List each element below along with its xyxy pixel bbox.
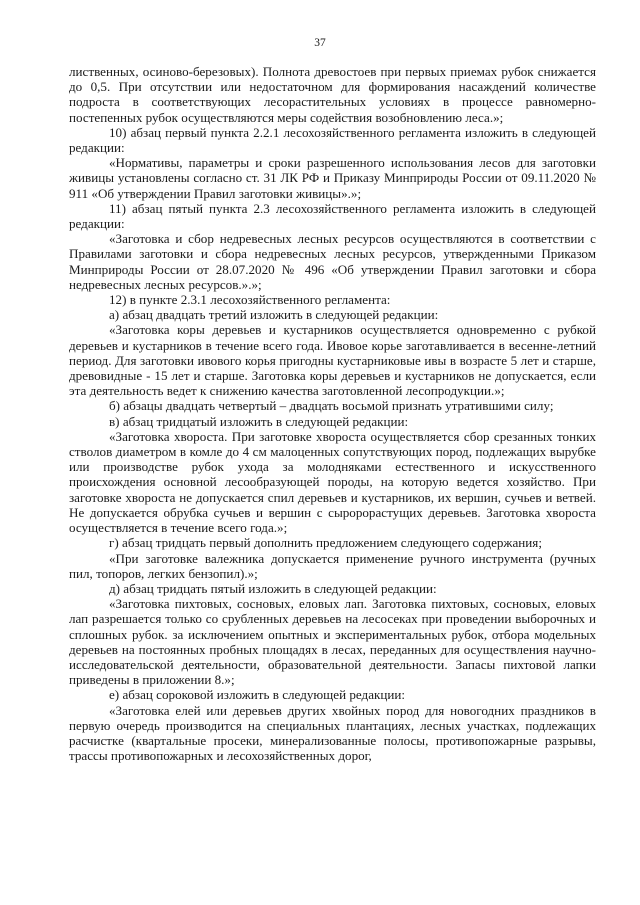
paragraph: «Заготовка коры деревьев и кустарников осуществляется одновременно с рубкой деревьев и кустарников в течение всего года. Ивовое корье заготавливается в весенне-летний период. Для заготовки ивового корья пригодны кустарниковые ивы в возрасте 5 лет и старше, древовидные - 15 лет и старше. Заготовка коры деревьев и кустарников не допускается, если эта деятельность ведет к снижению качества заготовленной лесопродукции.»; — [69, 322, 596, 399]
paragraph: «Заготовка пихтовых, сосновых, еловых лап. Заготовка пихтовых, сосновых, еловых лап разрешается только со срубленных деревьев на лесосеках при проведении выборочных и сплошных рубок. за исключением опытных и экспериментальных рубок, отбора модельных деревьев на постоянных пробных площадях в лесах, переданных для осуществления научно-исследовательской деятельности, образовательной деятельности. Запасы пихтовой лапки приведены в приложении 8.»; — [69, 596, 596, 688]
paragraph: б) абзацы двадцать четвертый – двадцать восьмой признать утратившими силу; — [109, 398, 554, 414]
paragraph: 11) абзац пятый пункта 2.3 лесохозяйственного регламента изложить в следующей редакции: — [69, 200, 596, 232]
paragraph: г) абзац тридцать первый дополнить предложением следующего содержания; — [109, 535, 542, 551]
paragraph: «При заготовке валежника допускается применение ручного инструмента (ручных пил, топоров, легких бензопил).»; — [69, 550, 596, 581]
paragraph: «Заготовка и сбор недревесных лесных ресурсов осуществляются в соответствии с Правилами заготовки и сбора недревесных лесных ресурсов, утвержденными Приказом Минприроды России от 28.07.2020 № 496 «Об утверждении Правил заготовки и сбора недревесных лесных ресурсов.».»; — [69, 231, 596, 292]
paragraph: в) абзац тридцатый изложить в следующей редакции: — [109, 413, 409, 429]
paragraph: а) абзац двадцать третий изложить в следующей редакции: — [109, 307, 439, 323]
paragraph: «Заготовка елей или деревьев других хвойных пород для новогодних праздников в первую очередь производится на специальных плантациях, лесных участках, подлежащих расчистке (квартальные просеки, минерализованные полосы, противопожарные разрывы, трассы противопожарных и лесохозяйственных дорог, — [69, 702, 596, 764]
paragraph: «Нормативы, параметры и сроки разрешенного использования лесов для заготовки живицы установлены согласно ст. 31 ЛК РФ и Приказу Минприроды России от 09.11.2020 № 911 «Об утверждении Правил заготовки живицы».»; — [69, 155, 596, 201]
paragraph: 10) абзац первый пункта 2.2.1 лесохозяйственного регламента изложить в следующей редакции: — [69, 124, 596, 156]
paragraph: е) абзац сороковой изложить в следующей редакции: — [109, 687, 406, 703]
paragraph: лиственных, осиново-березовых). Полнота древостоев при первых приемах рубок снижается до 0,5. При отсутствии или недостаточном для формирования насаждений количестве подроста в соответствующих лесорастительных условиях в процессе равномерно-постепенных рубок осуществляются меры содействия возобновлению леса.»; — [69, 64, 596, 125]
document-body — [69, 64, 596, 763]
paragraph: 12) в пункте 2.3.1 лесохозяйственного регламента: — [109, 292, 391, 308]
paragraph: «Заготовка хвороста. При заготовке хвороста осуществляется сбор срезанных тонких стволов диаметром в комле до 4 см малоценных сопутствующих пород, подлежащих вырубке или производстве рубок ухода за молодняками естественного и искусственного происхождения основной лесообразующей породы, на которую ведется хозяйство. При заготовке хвороста не допускается спил деревьев и кустарников, их вершин, сучьев и ветвей. Не допускается обрубка сучьев и вершин с сыророрастущих деревьев. Заготовка хвороста осуществляется в течение всего года.»; — [69, 428, 596, 536]
page-number: 37 — [314, 37, 326, 49]
paragraph: д) абзац тридцать пятый изложить в следующей редакции: — [109, 580, 437, 596]
